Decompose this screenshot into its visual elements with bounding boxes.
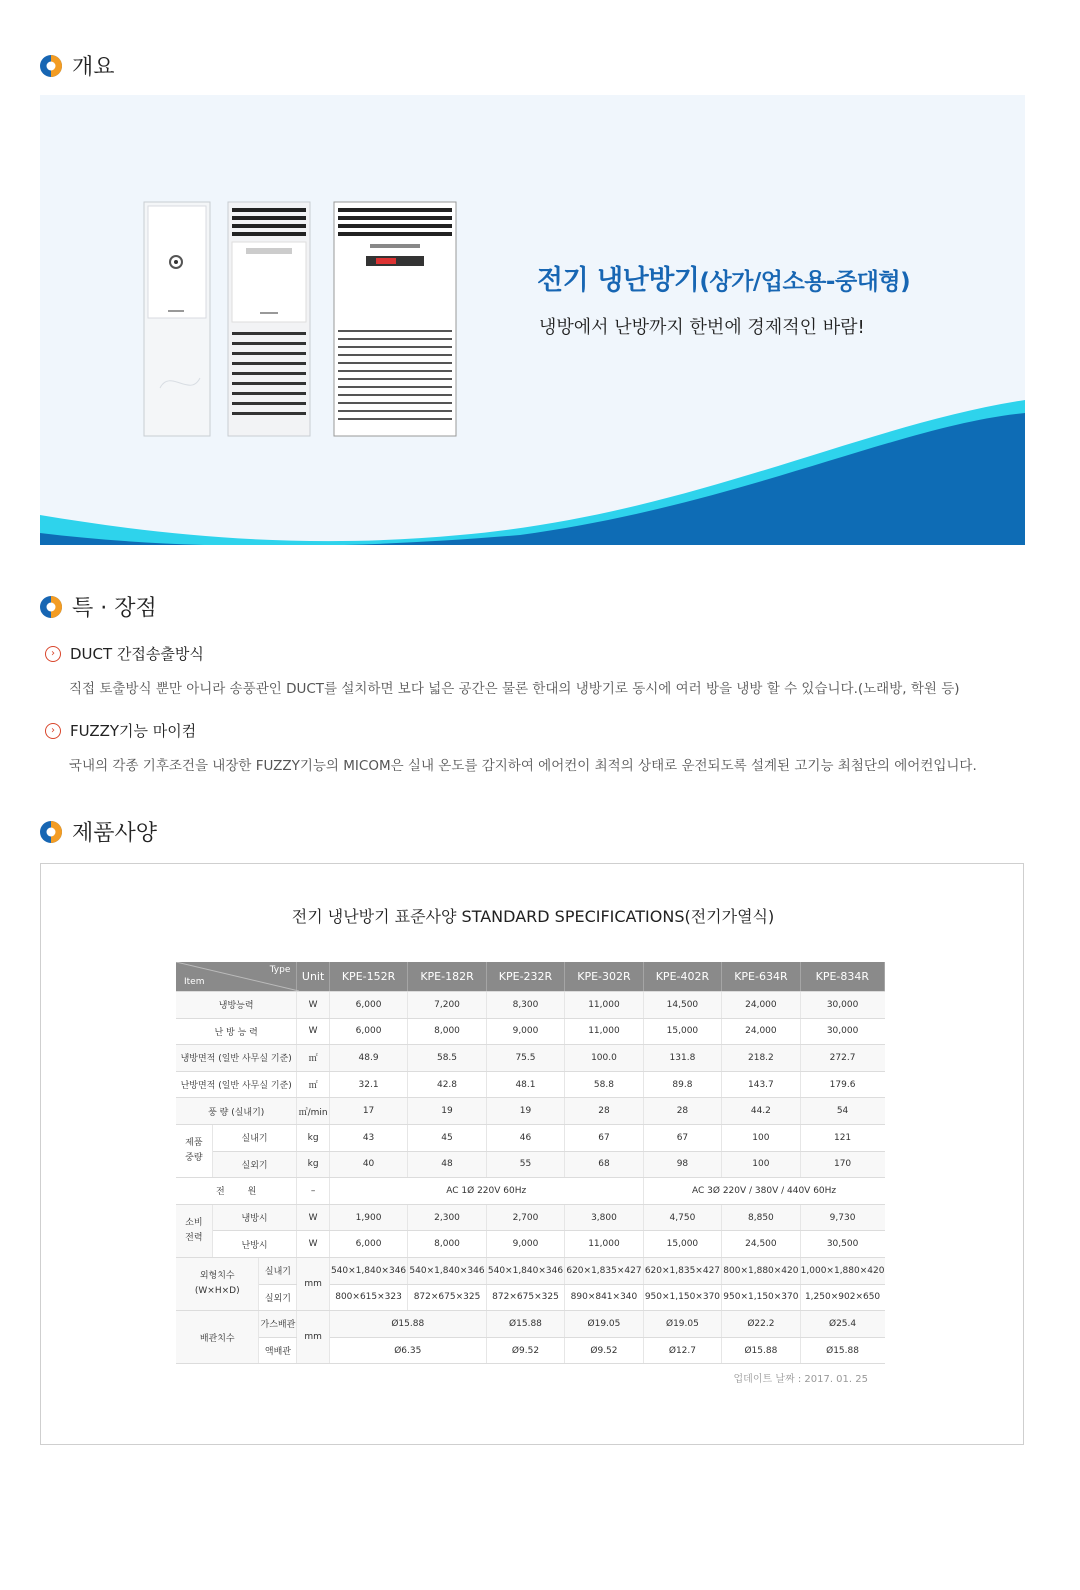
row-label: 난방면적 (일반 사무실 기준) (176, 1071, 297, 1098)
table-cell: 15,000 (643, 1231, 721, 1258)
table-cell: 68 (565, 1151, 643, 1178)
table-cell: 6,000 (329, 1231, 407, 1258)
table-cell: 48 (408, 1151, 486, 1178)
section-bullet-icon (40, 821, 62, 843)
product-image (140, 198, 460, 442)
table-cell: 540×1,840×346 (408, 1257, 486, 1284)
table-cell: 28 (565, 1098, 643, 1125)
table-row (176, 1284, 885, 1311)
row-unit: ㎡ (297, 1045, 329, 1072)
section-title-text: 특 · 장점 (72, 596, 157, 621)
table-cell: 15,000 (643, 1018, 721, 1045)
table-cell: Ø9.52 (565, 1337, 643, 1364)
table-cell: 45 (408, 1124, 486, 1151)
spec-title: 전기 냉난방기 표준사양 STANDARD SPECIFICATIONS(전기가열식) (291, 907, 775, 926)
header-item: Item (184, 977, 205, 987)
table-cell: 44.2 (722, 1098, 800, 1125)
table-row (176, 1018, 885, 1045)
table-cell: 42.8 (408, 1071, 486, 1098)
table-cell: 7,200 (408, 992, 486, 1019)
row-sub-label: 실내기 (259, 1257, 297, 1284)
table-cell: 2,300 (408, 1204, 486, 1231)
table-cell: 2,700 (486, 1204, 564, 1231)
table-cell: 179.6 (800, 1071, 884, 1098)
table-cell: 46 (486, 1124, 564, 1151)
table-cell: Ø15.88 (800, 1337, 884, 1364)
section-title-text: 제품사양 (72, 821, 158, 846)
table-cell: 8,850 (722, 1204, 800, 1231)
table-cell: 24,500 (722, 1231, 800, 1258)
hero-title-paren: (상가/업소용-중대형) (699, 269, 911, 295)
table-cell: 6,000 (329, 992, 407, 1019)
table-row (176, 1204, 885, 1231)
table-cell: 28 (643, 1098, 721, 1125)
table-cell: 11,000 (565, 1231, 643, 1258)
feature-title: FUZZY기능 마이컴 (70, 722, 197, 740)
row-unit: W (297, 1231, 329, 1258)
table-cell: 40 (329, 1151, 407, 1178)
table-cell: Ø22.2 (722, 1311, 800, 1338)
section-title-specs (40, 816, 157, 847)
table-cell: 30,500 (800, 1231, 884, 1258)
table-cell: 17 (329, 1098, 407, 1125)
header-model: KPE-834R (800, 962, 884, 992)
table-cell: 540×1,840×346 (486, 1257, 564, 1284)
table-cell: 54 (800, 1098, 884, 1125)
header-unit: Unit (297, 962, 329, 992)
table-cell: 9,730 (800, 1204, 884, 1231)
table-cell: 540×1,840×346 (329, 1257, 407, 1284)
update-date: 업데이트 날짜 : 2017. 01. 25 (733, 1374, 868, 1385)
table-cell: Ø19.05 (643, 1311, 721, 1338)
section-bullet-icon (40, 596, 62, 618)
table-cell: 890×841×340 (565, 1284, 643, 1311)
header-model: KPE-232R (486, 962, 564, 992)
chevron-right-icon: › (45, 723, 61, 739)
table-row (176, 1151, 885, 1178)
table-cell: 3,800 (565, 1204, 643, 1231)
table-cell: 218.2 (722, 1045, 800, 1072)
table-cell: 30,000 (800, 992, 884, 1019)
power-three-phase: AC 3Ø 220V / 380V / 440V 60Hz (643, 1178, 884, 1205)
header-model: KPE-634R (722, 962, 800, 992)
table-cell: Ø25.4 (800, 1311, 884, 1338)
section-title-features (40, 591, 157, 622)
hero-subtitle: 냉방에서 난방까지 한번에 경제적인 바람! (539, 317, 865, 338)
table-cell: Ø19.05 (565, 1311, 643, 1338)
table-row (176, 1098, 885, 1125)
row-sub-label: 난방시 (212, 1231, 297, 1258)
table-cell: 67 (643, 1124, 721, 1151)
row-sub-label: 실외기 (259, 1284, 297, 1311)
row-group-label: 배관치수 (176, 1311, 259, 1364)
table-cell: 950×1,150×370 (643, 1284, 721, 1311)
table-cell: 48.1 (486, 1071, 564, 1098)
chevron-right-icon: › (45, 646, 61, 662)
table-cell: 620×1,835×427 (643, 1257, 721, 1284)
table-cell: 8,000 (408, 1231, 486, 1258)
header-type: Type (269, 965, 291, 975)
table-cell: 19 (486, 1098, 564, 1125)
row-sub-label: 가스배관 (259, 1311, 297, 1338)
header-model: KPE-402R (643, 962, 721, 992)
row-unit: W (297, 1204, 329, 1231)
table-row (176, 1178, 885, 1205)
row-sub-label: 실내기 (212, 1124, 297, 1151)
row-label: 냉방능력 (176, 992, 297, 1019)
table-row (176, 1124, 885, 1151)
feature-description: 직접 토출방식 뿐만 아니라 송풍관인 DUCT를 설치하면 보다 넓은 공간은 물론 한대의 냉방기로 동시에 여러 방을 냉방 할 수 있습니다.(노래방, 학원 등) (69, 681, 960, 697)
row-unit: W (297, 1018, 329, 1045)
table-cell: Ø12.7 (643, 1337, 721, 1364)
table-row (176, 1045, 885, 1072)
hero-title-main: 전기 냉난방기 (537, 265, 700, 296)
table-cell: 143.7 (722, 1071, 800, 1098)
row-unit: ㎡ (297, 1071, 329, 1098)
row-unit: kg (297, 1151, 329, 1178)
table-cell: 872×675×325 (486, 1284, 564, 1311)
table-cell: 43 (329, 1124, 407, 1151)
table-cell: 121 (800, 1124, 884, 1151)
table-cell: 100 (722, 1151, 800, 1178)
section-title-text: 개요 (72, 55, 115, 80)
table-cell: 11,000 (565, 992, 643, 1019)
header-model: KPE-302R (565, 962, 643, 992)
table-cell: 800×1,880×420 (722, 1257, 800, 1284)
table-row (176, 1231, 885, 1258)
row-unit: mm (297, 1311, 329, 1364)
table-cell: 48.9 (329, 1045, 407, 1072)
table-cell: 98 (643, 1151, 721, 1178)
table-cell: 58.5 (408, 1045, 486, 1072)
table-cell: Ø15.88 (722, 1337, 800, 1364)
table-cell: 9,000 (486, 1231, 564, 1258)
row-label: 풍 량 (실내기) (176, 1098, 297, 1125)
table-row (176, 1071, 885, 1098)
section-bullet-icon (40, 55, 62, 77)
row-unit: – (297, 1178, 329, 1205)
power-single-phase: AC 1Ø 220V 60Hz (329, 1178, 643, 1205)
table-cell: 1,900 (329, 1204, 407, 1231)
table-cell: 24,000 (722, 992, 800, 1019)
table-cell: 8,000 (408, 1018, 486, 1045)
table-cell: 14,500 (643, 992, 721, 1019)
table-cell: 6,000 (329, 1018, 407, 1045)
row-unit: mm (297, 1257, 329, 1310)
section-title-overview (40, 50, 115, 81)
item-type-header (176, 962, 297, 992)
table-cell: Ø9.52 (486, 1337, 564, 1364)
table-row (176, 1337, 885, 1364)
table-cell: 75.5 (486, 1045, 564, 1072)
row-label: 난 방 능 력 (176, 1018, 297, 1045)
table-cell: Ø15.88 (486, 1311, 564, 1338)
table-cell: 100 (722, 1124, 800, 1151)
row-sub-label: 실외기 (212, 1151, 297, 1178)
row-group-label: 외형치수 (W×H×D) (176, 1257, 259, 1310)
table-cell: 67 (565, 1124, 643, 1151)
table-cell: 8,300 (486, 992, 564, 1019)
feature-title: DUCT 간접송출방식 (70, 645, 204, 663)
table-cell: 55 (486, 1151, 564, 1178)
table-row (176, 992, 885, 1019)
table-cell: 19 (408, 1098, 486, 1125)
feature-description: 국내의 각종 기후조건을 내장한 FUZZY기능의 MICOM은 실내 온도를 감지하여 에어컨이 최적의 상태로 운전되도록 설계된 고기능 최첨단의 에어컨입니다. (69, 758, 977, 774)
table-cell: 4,750 (643, 1204, 721, 1231)
header-model: KPE-182R (408, 962, 486, 992)
spec-table (176, 962, 885, 1364)
table-cell: 89.8 (643, 1071, 721, 1098)
table-cell: Ø15.88 (329, 1311, 486, 1338)
table-row (176, 1257, 885, 1284)
table-cell: 170 (800, 1151, 884, 1178)
table-cell: 800×615×323 (329, 1284, 407, 1311)
row-group-label: 소비 전력 (176, 1204, 212, 1257)
row-sub-label: 냉방시 (212, 1204, 297, 1231)
row-unit: W (297, 992, 329, 1019)
table-cell: 620×1,835×427 (565, 1257, 643, 1284)
table-cell: 32.1 (329, 1071, 407, 1098)
table-cell: 9,000 (486, 1018, 564, 1045)
header-model: KPE-152R (329, 962, 407, 992)
table-cell: Ø6.35 (329, 1337, 486, 1364)
spec-panel (40, 863, 1024, 1445)
table-cell: 950×1,150×370 (722, 1284, 800, 1311)
row-sub-label: 액배관 (259, 1337, 297, 1364)
table-cell: 30,000 (800, 1018, 884, 1045)
table-cell: 11,000 (565, 1018, 643, 1045)
table-cell: 872×675×325 (408, 1284, 486, 1311)
row-group-label: 제품 중량 (176, 1124, 212, 1177)
table-cell: 100.0 (565, 1045, 643, 1072)
spec-header-row (176, 962, 885, 992)
hero-banner (40, 95, 1025, 545)
feature-heading (45, 643, 204, 664)
table-cell: 272.7 (800, 1045, 884, 1072)
table-row (176, 1311, 885, 1338)
table-cell: 24,000 (722, 1018, 800, 1045)
hero-title (537, 258, 910, 297)
row-label: 전 원 (176, 1178, 297, 1205)
row-unit: ㎥/min (297, 1098, 329, 1125)
feature-heading (45, 720, 196, 741)
row-label: 냉방면적 (일반 사무실 기준) (176, 1045, 297, 1072)
table-cell: 1,000×1,880×420 (800, 1257, 884, 1284)
table-cell: 58.8 (565, 1071, 643, 1098)
table-cell: 1,250×902×650 (800, 1284, 884, 1311)
row-unit: kg (297, 1124, 329, 1151)
table-cell: 131.8 (643, 1045, 721, 1072)
